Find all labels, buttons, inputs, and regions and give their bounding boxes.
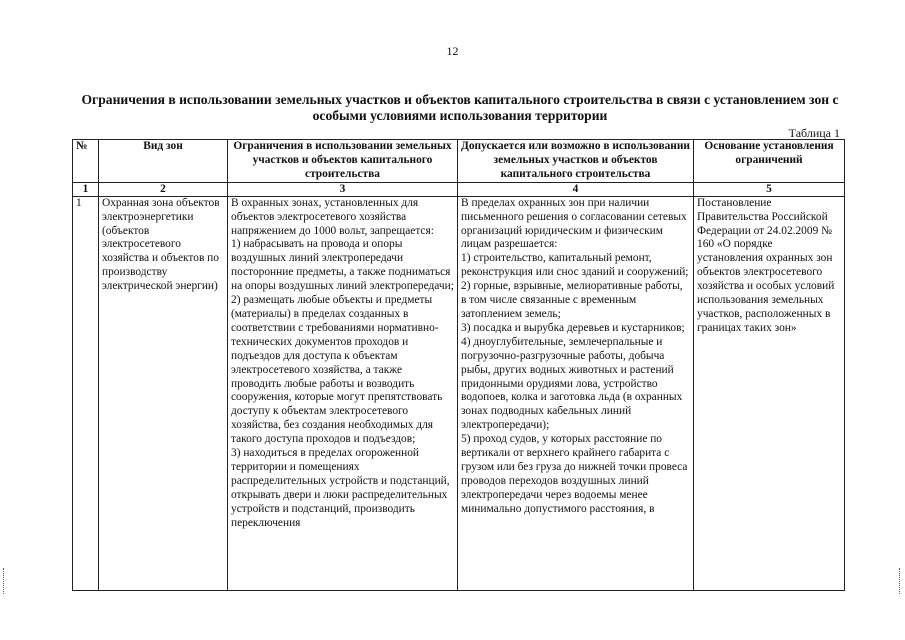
basis-text: Постановление Правительства Российской Федерации от 24.02.2009 № 160 «О порядке установления охранных зон объектов электросетевого хозяйства и особых условий использования земельных участков, расположенных в границах таких зон» bbox=[697, 196, 835, 334]
zone-type-text: Охранная зона объектов электроэнергетики (объектов электросетевого хозяйства и объектов по производству электрической энергии) bbox=[102, 196, 220, 293]
column-number: 1 bbox=[73, 182, 99, 196]
header-allowed: Допускается или возможно в использовании земельных участков и объектов капитального строительства bbox=[458, 140, 694, 183]
document-title: Ограничения в использовании земельных участков и объектов капитального строительства в связи с установлением зон с особыми условиями использования территории bbox=[81, 92, 839, 123]
header-number: № bbox=[73, 140, 99, 183]
row-number: 1 bbox=[73, 196, 99, 590]
scan-edge-mark bbox=[3, 568, 6, 594]
column-number: 4 bbox=[458, 182, 694, 196]
header-row bbox=[73, 140, 845, 183]
restriction-item: 1) набрасывать на провода и опоры воздушных линий электропередачи посторонние предметы, а также подниматься на опоры воздушных линий электропередачи; bbox=[231, 238, 454, 293]
allowed-item: 4) дноуглубительные, землечерпальные и погрузочно-разгрузочные работы, добыча рыбы, других водных животных и растений придонными орудиями лова, устройство водопоев, колка и заготовка льда (в охранных зонах подводных кабельных линий электропередачи); bbox=[461, 335, 683, 432]
restriction-intro: В охранных зонах, установленных для объектов электросетевого хозяйства напряжением до 1000 вольт, запрещается: bbox=[231, 196, 434, 237]
allowed-cell bbox=[458, 196, 694, 590]
allowed-item: 5) проход судов, у которых расстояние по вертикали от верхнего крайнего габарита с грузом или без груза до нижней точки провеса проводов переходов воздушных линий электропередачи через водоемы менее минимально допустимого расстояния, в bbox=[461, 433, 688, 515]
header-basis: Основание установления ограничений bbox=[694, 140, 845, 183]
header-zone-type: Вид зон bbox=[99, 140, 228, 183]
allowed-intro: В пределах охранных зон при наличии письменного решения о согласовании сетевых организаций юридическим и физическим лицам разрешается: bbox=[461, 196, 687, 251]
restrictions-table bbox=[72, 139, 845, 591]
restriction-item: 2) размещать любые объекты и предметы (материалы) в пределах созданных в соответствии с требованиями нормативно-технических документов проходов и подъездов для доступа к объектам электросетевого хозяйства, а также проводить любые работы и возводить сооружения, которые могут препятствовать доступу к объектам электросетевого хозяйства, без создания необходимых для такого доступа проходов и подъездов; bbox=[231, 294, 443, 446]
table-row bbox=[73, 196, 845, 590]
page-number: 12 bbox=[446, 44, 459, 58]
zone-type-cell bbox=[99, 196, 228, 590]
table-label: Таблица 1 bbox=[788, 126, 840, 140]
header-restrictions: Ограничения в использовании земельных участков и объектов капитального строительства bbox=[228, 140, 458, 183]
allowed-item: 1) строительство, капитальный ремонт, реконструкция или снос зданий и сооружений; bbox=[461, 252, 689, 279]
column-number-row bbox=[73, 182, 845, 196]
column-number: 3 bbox=[228, 182, 458, 196]
basis-cell bbox=[694, 196, 845, 590]
restriction-item: 3) находиться в пределах огороженной территории и помещениях распределительных устройств и подстанций, открывать двери и люки распределительных устройств и подстанций, производить переключения bbox=[231, 447, 450, 529]
allowed-item: 3) посадка и вырубка деревьев и кустарников; bbox=[461, 321, 685, 334]
scan-edge-mark bbox=[899, 568, 902, 594]
column-number: 2 bbox=[99, 182, 228, 196]
allowed-item: 2) горные, взрывные, мелиоративные работы, в том числе связанные с временным затоплением земель; bbox=[461, 280, 683, 320]
column-number: 5 bbox=[694, 182, 845, 196]
restrictions-cell bbox=[228, 196, 458, 590]
